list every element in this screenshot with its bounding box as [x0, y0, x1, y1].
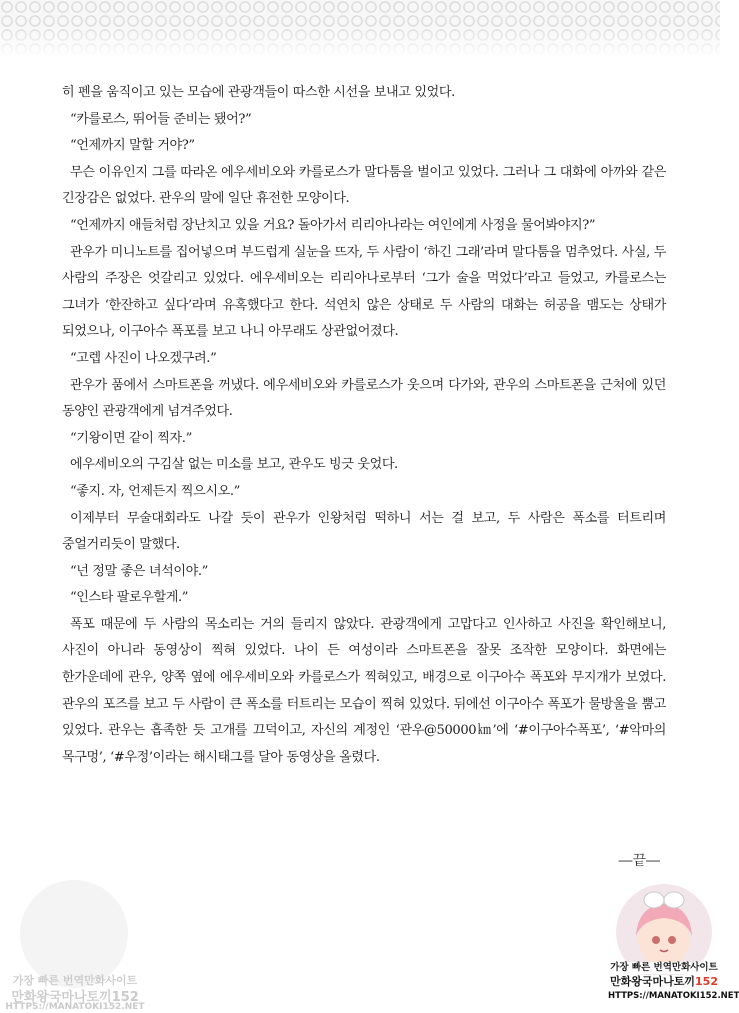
paragraph: 이제부터 무술대회라도 나갈 듯이 관우가 인왕처럼 떡하니 서는 걸 보고, 두 사람은 폭소를 터트리며 중얼거리듯이 말했다.: [62, 510, 666, 553]
paragraph: “카를로스, 뛰어들 준비는 됐어?”: [70, 111, 252, 127]
watermark-right-line2: [608, 975, 720, 989]
watermark-left-line2: 만화왕국마나토끼152: [11, 990, 139, 1005]
paragraph: “넌 정말 좋은 녀석이야.”: [70, 563, 208, 579]
paragraph: 무슨 이유인지 그를 따라온 에우세비오와 카를로스가 말다툼을 벌이고 있었다. 그러나 그 대화에 아까와 같은 긴장감은 없었다. 관우의 말에 일단 휴전한 모양이다.: [62, 164, 666, 207]
watermark-left-line1: 가장 빠른 번역만화사이트: [12, 974, 138, 987]
paragraph: “좋지. 자, 언제든지 찍으시오.”: [70, 483, 240, 499]
watermark-left-line3: HTTPS://MANATOKI152.NET: [5, 1002, 145, 1012]
watermark-right-line1: 가장 빠른 번역만화사이트: [608, 962, 720, 974]
paragraph: 히 펜을 움직이고 있는 모습에 관광객들이 따스한 시선을 보내고 있었다.: [62, 85, 455, 100]
paragraph: “언제까지 애들처럼 장난치고 있을 거요? 돌아가서 리리아나라는 여인에게 사정을 물어봐야지?”: [70, 217, 596, 233]
paragraph: “고렙 사진이 나오겠구려.”: [70, 350, 217, 366]
paragraph: “언제까지 말할 거야?”: [70, 138, 195, 154]
watermark-left: [0, 880, 150, 1013]
text-body: [62, 80, 666, 771]
paragraph: 폭포 때문에 두 사람의 목소리는 거의 들리지 않았다. 관광객에게 고맙다고 인사하고 사진을 확인해보니, 사진이 아니라 동영상이 찍혀 있었다. 나이 든 여성이라 스마트폰을 잘못 조작한 모양이다. 화면에는 한가운데에 관우, 양쪽 옆에 에우세비오와 카를로스가 찍혀있고, 배경으로 이구아수 폭포와 무지개가 보였다. 관우의 포즈를 보고 두 사람이 큰 폭소를 터트리는 모습이 찍혀 있었다. 뒤에선 이구아수 폭포가 물방울을 뿜고 있었다. 관우는 흡족한 듯 고개를 끄덕이고, 자신의 계정인 ‘관우@50000㎞’에 ‘#이구아수폭포’, ‘#악마의 목구멍’, ‘#우정’이라는 해시태그를 달아 동영상을 올렸다.: [62, 616, 666, 765]
paragraph: 관우가 미니노트를 집어넣으며 부드럽게 실눈을 뜨자, 두 사람이 ‘하긴 그래’라며 말다툼을 멈추었다. 사실, 두 사람의 주장은 엇갈리고 있었다. 에우세비오는 리리아나로부터 ‘그가 술을 먹었다’라고 들었고, 카를로스는 그녀가 ‘한잔하고 싶다’라며 유혹했다고 한다. 석연치 않은 상태로 두 사람의 대화는 허공을 맴도는 상태가 되었으나, 이구아수 폭포를 보고 나니 아무래도 상관없어졌다.: [62, 244, 666, 340]
paragraph: 관우가 품에서 스마트폰을 꺼냈다. 에우세비오와 카를로스가 웃으며 다가와, 관우의 스마트폰을 근처에 있던 동양인 관광객에게 넘겨주었다.: [62, 377, 666, 420]
ending-mark: ―끝―: [618, 853, 660, 869]
watermark-right: [608, 884, 739, 1013]
paragraph: “기왕이면 같이 찍자.”: [70, 430, 192, 446]
watermark-right-line3: HTTPS://MANATOKI152.NET: [608, 991, 739, 1001]
watermark-right-line2-number: 152: [695, 975, 718, 988]
paragraph: “인스타 팔로우할게.”: [70, 590, 189, 606]
header-pattern-band: [0, 0, 720, 58]
paragraph: 에우세비오의 구김살 없는 미소를 보고, 관우도 빙긋 웃었다.: [70, 457, 398, 473]
watermark-right-line2-prefix: 만화왕국마나토끼: [610, 975, 696, 988]
